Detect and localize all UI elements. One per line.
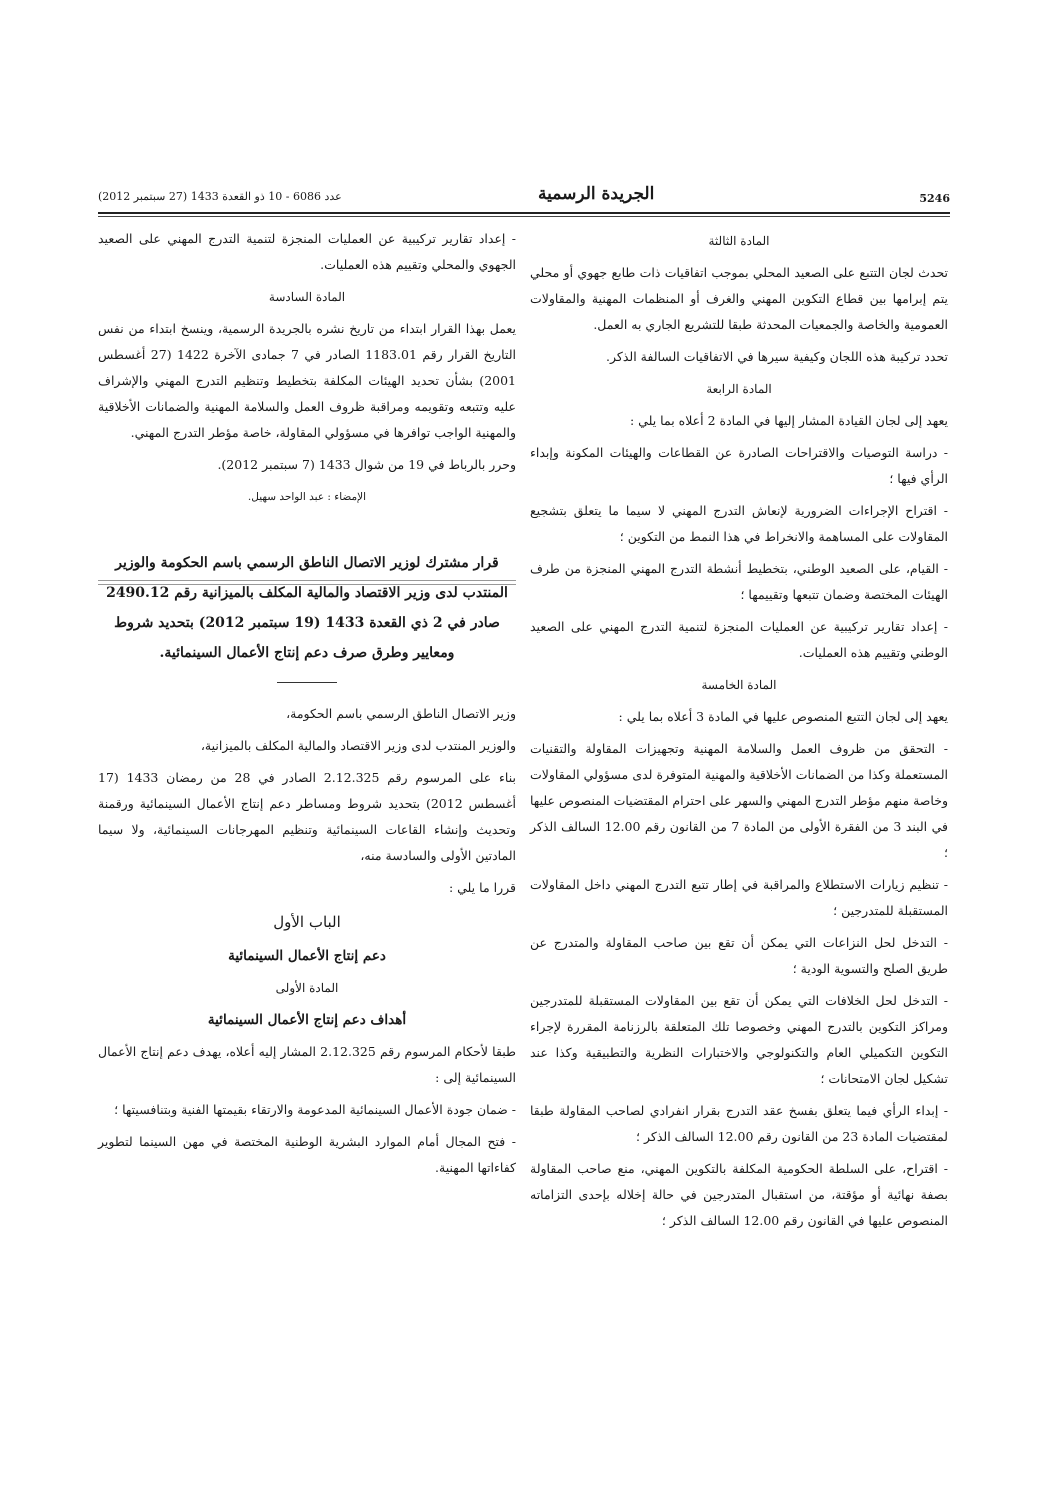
header-rule [98,212,950,214]
article-3-paragraph-2: تحدد تركيبة هذه اللجان وكيفية سيرها في الاتفاقيات السالفة الذكر. [606,349,948,364]
article-3-title: المادة الثالثة [708,234,770,248]
list-item: - إعداد تقارير تركيبية عن العمليات المنجزة لتنمية التدرج المهني على الصعيد الوطني وتقييم هذه العمليات. [530,619,948,660]
article-5-intro: يعهد إلى لجان التتبع المنصوص عليها في المادة 3 أعلاه بما يلي : [618,709,948,724]
chapter-title: دعم إنتاج الأعمال السينمائية [228,948,386,964]
chapter-heading: الباب الأول [273,913,341,931]
list-item: - تنظيم زيارات الاستطلاع والمراقبة في إطار تتبع التدرج المهني داخل المقاولات المستقبلة للمتدرجين ؛ [530,877,948,918]
article-1-heading: أهداف دعم إنتاج الأعمال السينمائية [207,1012,407,1028]
article-4-intro: يعهد إلى لجان القيادة المشار إليها في المادة 2 أعلاه بما يلي : [629,413,948,428]
preamble-line-1: وزير الاتصال الناطق الرسمي باسم الحكومة، [286,706,516,721]
signature: الإمضاء : عبد الواحد سهيل. [247,491,367,503]
article-1-paragraph: طبقا لأحكام المرسوم رقم 2.12.325 المشار إليه أعلاه، يهدف دعم إنتاج الأعمال السينمائية إلى : [98,1044,516,1085]
dated-line: وحرر بالرباط في 19 من شوال 1433 (7 سبتمبر 2012). [217,457,516,472]
article-3-paragraph-1: تحدث لجان التتبع على الصعيد المحلي بموجب اتفاقيات ذات طابع جهوي أو محلي يتم إبرامها بين قطاع التكوين المهني والغرف أو المنظمات المهنية والمقاولات العمومية والخاصة والجمعيات المحدثة طبقا للتشريع الجاري به العمل. [530,265,948,332]
list-item: - التحقق من ظروف العمل والسلامة المهنية وتجهيزات المقاولة والتقنيات المستعملة وكذا من الضمانات الأخلاقية والمهنية المتوفرة لدى مسؤولي المقاولات وخاصة منهم مؤطر التدرج المهني والسهر على احترام المقتضيات المنصوص عليها في البند 3 من الفقرة الأولى من المادة 7 من القانون رقم 12.00 السالف الذكر ؛ [530,741,949,860]
decree-title: قرار مشترك لوزير الاتصال الناطق الرسمي باسم الحكومة والوزير المنتدب لدى وزير الاقتصاد والمالية المكلف بالميزانية رقم 2490.12 صادر في 2 ذي القعدة 1433 (19 سبتمبر 2012) بتحديد شروط ومعايير وطرق صرف دعم إنتاج الأعمال السينمائية. [106,555,508,661]
page-number: 5246 [919,192,950,205]
right-column [530,226,948,1240]
article-1-title: المادة الأولى [275,981,339,995]
article-5-title: المادة الخامسة [701,678,777,692]
article-6-paragraph: يعمل بهذا القرار ابتداء من تاريخ نشره بالجريدة الرسمية، وينسخ ابتداء من نفس التاريخ القرار رقم 1183.01 الصادر في 7 جمادى الآخرة 1422 (27 أغسطس 2001) بشأن تحديد الهيئات المكلفة بتخطيط وتنظيم التدرج المهني والإشراف عليه وتتبعه وتقويمه ومراقبة ظروف العمل والسلامة المهنية والضمانات الأخلاقية والمهنية الواجب توافرها في مسؤولي المقاولة، خاصة مؤطر التدرج المهني. [98,321,516,440]
article-4-title: المادة الرابعة [706,382,772,396]
section-separator [98,580,516,581]
left-column [98,226,516,1187]
page-header [98,184,950,212]
decided-line: قررا ما يلي : [448,880,516,895]
list-item: - دراسة التوصيات والاقتراحات الصادرة عن القطاعات والهيئات المكونة وإبداء الرأي فيها ؛ [530,445,948,486]
journal-title: الجريدة الرسمية [538,184,655,204]
issue-info: عدد 6086 - 10 ذو القعدة 1433 (27 سبتمبر 2012) [98,190,342,203]
list-item: - ضمان جودة الأعمال السينمائية المدعومة والارتقاء بقيمتها الفنية وبتنافسيتها ؛ [114,1102,516,1117]
article-6-title: المادة السادسة [268,290,346,304]
list-item: - التدخل لحل الخلافات التي يمكن أن تقع بين المقاولات المستقبلة للمتدرجين ومراكز التكوين بالتدرج المهني وخصوصا تلك المتعلقة بالرزنامة المقررة لإجراء التكوين التكميلي العام والتكنولوجي والاختبارات النظرية والتطبيقية وكذا عند تشكيل لجان الامتحانات ؛ [530,993,948,1086]
list-item: - اقتراح، على السلطة الحكومية المكلفة بالتكوين المهني، منع صاحب المقاولة بصفة نهائية أو مؤقتة، من استقبال المتدرجين في حالة إخلاله بإحدى التزاماته المنصوص عليها في القانون رقم 12.00 السالف الذكر ؛ [530,1161,948,1228]
header-rule-thin [98,216,950,217]
list-item: - التدخل لحل النزاعات التي يمكن أن تقع بين صاحب المقاولة والمتدرج عن طريق الصلح والتسوية الودية ؛ [530,935,948,976]
section-separator-2 [98,584,516,585]
list-item: - فتح المجال أمام الموارد البشرية الوطنية المختصة في مهن السينما لتطوير كفاءاتها المهنية. [98,1134,516,1175]
preamble-line-2: والوزير المنتدب لدى وزير الاقتصاد والمالية المكلف بالميزانية، [200,738,516,753]
list-item: - إبداء الرأي فيما يتعلق بفسخ عقد التدرج بقرار انفرادي لصاحب المقاولة طبقا لمقتضيات المادة 23 من القانون رقم 12.00 السالف الذكر ؛ [530,1103,948,1144]
preamble-paragraph: بناء على المرسوم رقم 2.12.325 الصادر في 28 من رمضان 1433 (17 أغسطس 2012) بتحديد شروط ومساطر دعم إنتاج الأعمال السينمائية ورقمنة وتحديث وإنشاء القاعات السينمائية وتنظيم المهرجانات السينمائية، ولا سيما المادتين الأولى والسادسة منه، [98,770,516,863]
continued-list-item: - إعداد تقارير تركيبية عن العمليات المنجزة لتنمية التدرج المهني على الصعيد الجهوي والمحلي وتقييم هذه العمليات. [98,231,516,272]
title-divider [277,682,337,683]
list-item: - القيام، على الصعيد الوطني، بتخطيط أنشطة التدرج المهني المنجزة من طرف الهيئات المختصة وضمان تتبعها وتقييمها ؛ [530,561,948,602]
list-item: - اقتراح الإجراءات الضرورية لإنعاش التدرج المهني لا سيما ما يتعلق بتشجيع المقاولات على المساهمة والانخراط في هذا النمط من التكوين ؛ [530,503,948,544]
